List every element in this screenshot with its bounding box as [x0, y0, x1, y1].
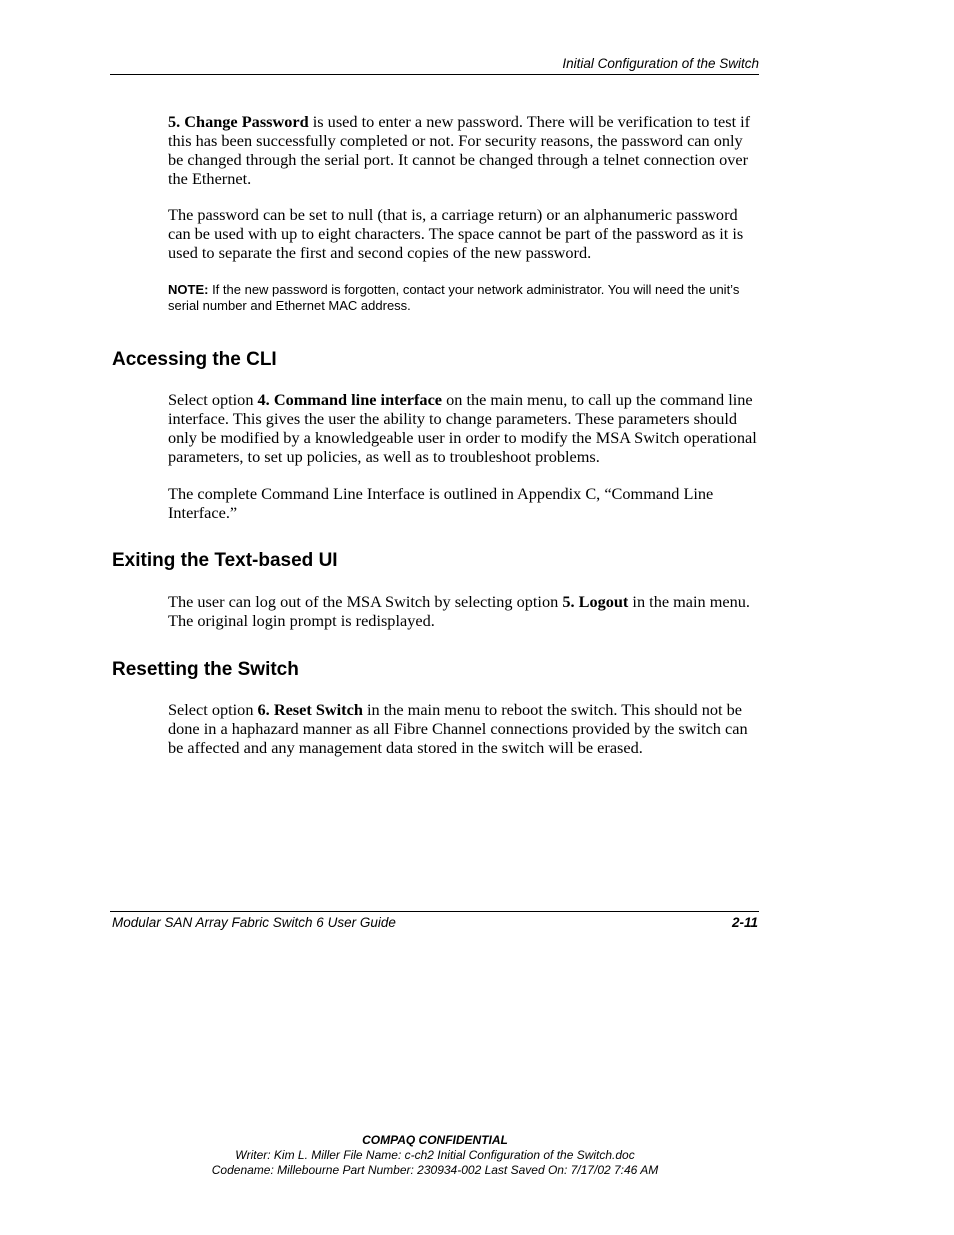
confidential-label: COMPAQ CONFIDENTIAL: [362, 1133, 508, 1147]
password-rules-paragraph: The password can be set to null (that is, a carriage return) or an alphanumeric password can be used with up to eight characters. The space cannot be part of the password as it is used to separate the first and second copies of the new password.: [168, 205, 744, 262]
note-text: If the new password is forgotten, contact your network administrator. You will need the unit’s serial number and Ethernet MAC address.: [168, 282, 740, 313]
running-header: Initial Configuration of the Switch: [562, 56, 759, 71]
resetting-pre: Select option: [168, 700, 258, 719]
accessing-cli-post: on the main menu, to call up the command line interface. This gives the user the ability to change parameters. These parameters should only be modified by a knowledgeable user in order to modify the MSA Switch operational parameters, to set up policies, as well as to troubleshoot problems.: [168, 390, 757, 466]
change-password-paragraph: [168, 112, 760, 188]
accessing-cli-option: 4. Command line interface: [257, 390, 443, 409]
accessing-cli-paragraph: [168, 390, 760, 466]
exiting-ui-pre: The user can log out of the MSA Switch by selecting option: [168, 592, 563, 611]
change-password-term: 5. Change Password: [168, 112, 309, 131]
note: [168, 282, 760, 314]
resetting-post: in the main menu to reboot the switch. This should not be done in a haphazard manner as all Fibre Channel connections provided by the switch can be affected and any management data stored in the switch will be erased.: [168, 700, 748, 757]
codename-line: Codename: Millebourne Part Number: 230934-002 Last Saved On: 7/17/02 7:46 AM: [211, 1163, 659, 1177]
heading-accessing-cli: Accessing the CLI: [112, 349, 277, 370]
exiting-ui-post: in the main menu. The original login prompt is redisplayed.: [168, 592, 750, 630]
exiting-ui-paragraph: [168, 592, 760, 630]
change-password-text: is used to enter a new password. There will be verification to test if this has been successfully completed or not. For security reasons, the password can only be changed through the serial port. It cannot be changed through a telnet connection over the Ethernet.: [168, 112, 751, 188]
resetting-option: 6. Reset Switch: [257, 700, 363, 719]
footer-title: Modular SAN Array Fabric Switch 6 User Guide: [112, 915, 396, 930]
writer-line: Writer: Kim L. Miller File Name: c-ch2 Initial Configuration of the Switch.doc: [235, 1148, 635, 1162]
note-label: NOTE:: [168, 282, 209, 297]
exiting-ui-option: 5. Logout: [562, 592, 629, 611]
page-number: 2-11: [731, 915, 758, 930]
cli-appendix-paragraph: The complete Command Line Interface is outlined in Appendix C, “Command Line Interface.”: [168, 484, 714, 522]
header-rule: [110, 74, 759, 75]
footer-rule: [110, 911, 759, 912]
confidential-block: [100, 1133, 770, 1178]
heading-exiting-ui: Exiting the Text-based UI: [112, 550, 338, 571]
heading-resetting-switch: Resetting the Switch: [112, 659, 299, 680]
resetting-switch-paragraph: [168, 700, 760, 757]
accessing-cli-pre: Select option: [168, 390, 258, 409]
